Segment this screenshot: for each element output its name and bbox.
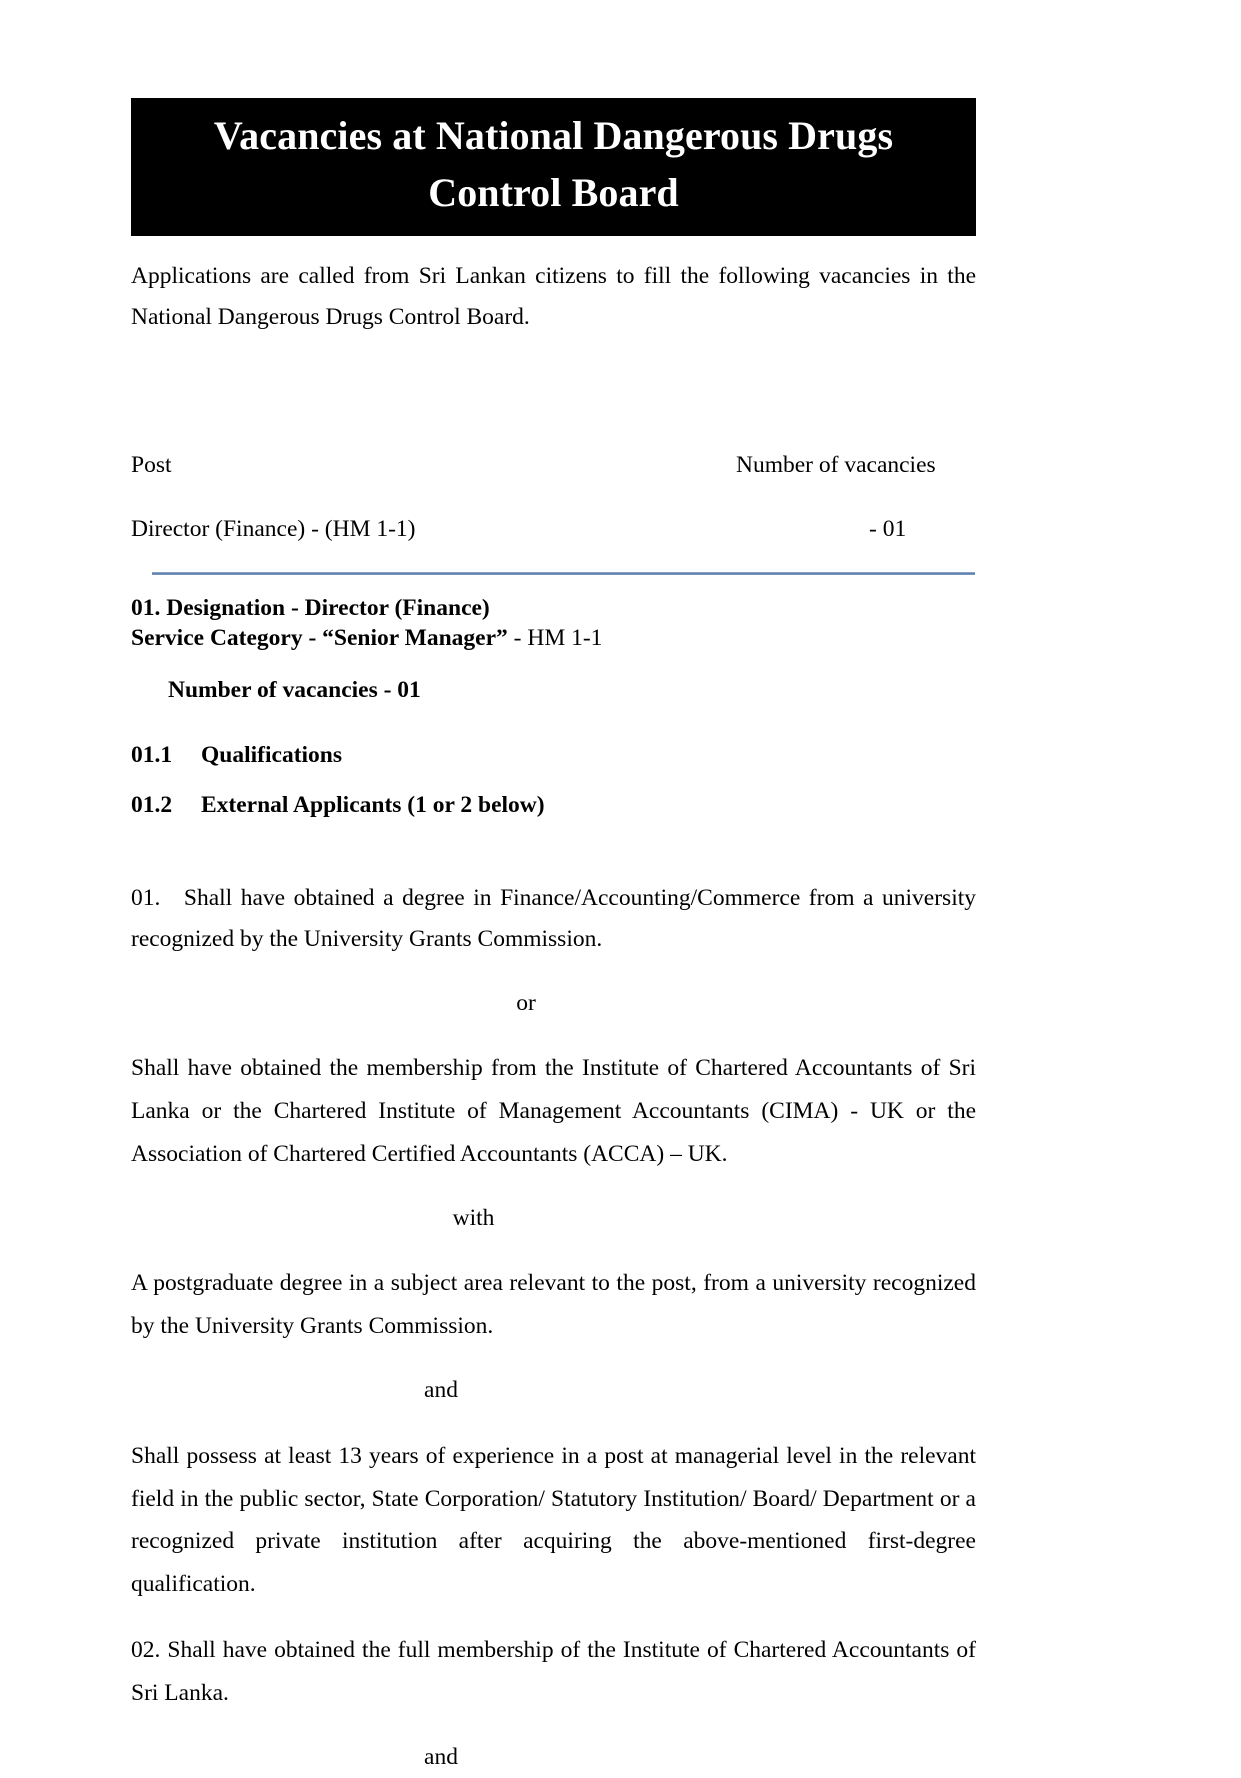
spacer <box>131 706 976 740</box>
section-number-011: 01.1 <box>131 741 173 768</box>
connector-or: or <box>516 989 536 1016</box>
membership-paragraph: Shall have obtained the membership from the Institute of Chartered Accountants of Sri Lanka or the Chartered Institute of Management Accountants (CIMA) - UK or the Association of Chartered Certified Accountants (ACCA) – UK. <box>131 1055 976 1167</box>
qualification-item-02: 02. Shall have obtained the full membership of the Institute of Chartered Accountants of Sri Lanka. <box>131 1637 976 1707</box>
service-category-grade: - HM 1-1 <box>507 624 603 651</box>
document-title-banner <box>131 98 976 236</box>
intro-paragraph: Applications are called from Sri Lankan citizens to fill the following vacancies in the National Dangerous Drugs Control Board. <box>131 262 976 331</box>
service-category-bold-part: Service Category - “Senior Manager” <box>131 624 508 651</box>
connector-and-second: and <box>424 1744 458 1771</box>
column-header-vacancies: Number of vacancies <box>736 451 936 478</box>
service-category-heading <box>131 623 976 653</box>
section-number-012: 01.2 <box>131 792 173 819</box>
spacer <box>131 821 976 855</box>
qualification-item-01: 01. Shall have obtained a degree in Finance/Accounting/Commerce from a university recognized by the University Grants Commission. <box>131 885 976 953</box>
connector-and-first: and <box>424 1377 458 1404</box>
experience-paragraph: Shall possess at least 13 years of experience in a post at managerial level in the relevant field in the public sector, State Corporation/ Statutory Institution/ Board/ Department or a recognized private institution after acquiring the above-mentioned first-degree qualification. <box>131 1442 976 1598</box>
spacer <box>131 363 976 439</box>
section-qualifications <box>131 740 976 771</box>
designation-heading: 01. Designation - Director (Finance) <box>131 594 490 621</box>
postgraduate-paragraph: A postgraduate degree in a subject area relevant to the post, from a university recognized by the University Grants Commission. <box>131 1270 976 1340</box>
blue-divider-rule <box>152 572 975 575</box>
document-content <box>131 0 976 1778</box>
spacer <box>131 770 976 790</box>
section-label-external-applicants: External Applicants (1 or 2 below) <box>201 792 545 819</box>
vacancy-table-header <box>131 447 976 483</box>
title-line-2: Control Board <box>428 169 679 215</box>
column-header-post: Post <box>131 451 172 478</box>
section-external-applicants <box>131 790 976 821</box>
connector-with: with <box>452 1204 495 1231</box>
vacancies-subheading: Number of vacancies - 01 <box>168 677 421 704</box>
cell-post-name: Director (Finance) - (HM 1-1) <box>131 516 416 543</box>
cell-vacancy-count: - 01 <box>869 516 907 543</box>
vacancy-table-row <box>131 511 976 547</box>
title-line-1: Vacancies at National Dangerous Drugs <box>213 113 894 158</box>
section-label-qualifications: Qualifications <box>201 741 343 768</box>
